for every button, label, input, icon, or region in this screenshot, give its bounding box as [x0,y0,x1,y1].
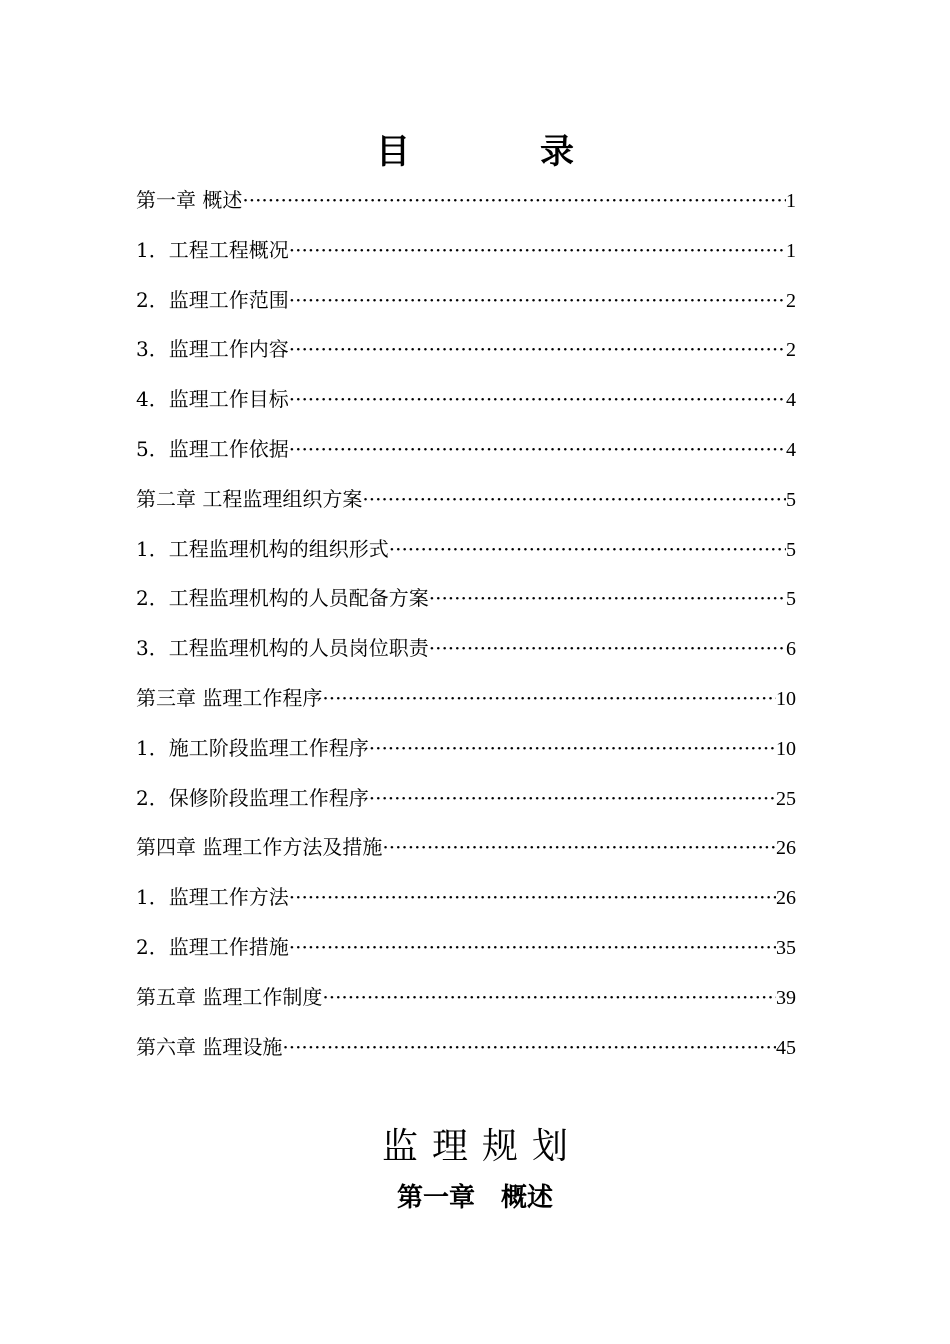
chapter-heading [0,1176,950,1220]
chapter-name: 概述 [501,1183,554,1213]
toc-entry[interactable] [136,923,796,973]
toc-dot-leader [322,973,776,1023]
toc-entry[interactable] [136,475,796,525]
toc-dot-leader [322,674,776,724]
toc-entry-label: 第六章 监理设施 [136,1034,283,1059]
toc-dot-leader [282,1023,776,1073]
toc-dot-leader [382,823,776,873]
toc-entry-label: 2．监理工作措施 [136,934,289,959]
document-title: 监理规划 [381,1126,582,1167]
toc-entry-page: 26 [776,887,796,910]
toc-entry[interactable] [136,176,796,226]
toc-entry-page: 6 [786,638,796,661]
toc-entry-page: 39 [776,986,796,1009]
toc-entry-label: 2．监理工作范围 [136,287,289,312]
toc-entry-label: 2．保修阶段监理工作程序 [136,785,369,810]
toc-entry-page: 5 [786,538,796,561]
toc-entry-page: 4 [786,438,796,461]
toc-dot-leader [369,774,776,824]
table-of-contents [136,176,796,1072]
toc-entry[interactable] [136,226,796,276]
toc-entry[interactable] [136,375,796,425]
toc-entry-page: 4 [786,389,796,412]
toc-entry[interactable] [136,873,796,923]
toc-entry[interactable] [136,276,796,326]
toc-dot-leader [289,375,786,425]
toc-entry-label: 5．监理工作依据 [136,436,289,461]
toc-entry[interactable] [136,525,796,575]
toc-entry-label: 3．监理工作内容 [136,337,289,362]
toc-dot-leader [289,276,786,326]
toc-entry-label: 第四章 监理工作方法及措施 [136,835,383,860]
toc-entry-label: 1．工程工程概况 [136,237,289,262]
toc-entry-label: 第一章 概述 [136,188,243,212]
toc-entry-label: 3．工程监理机构的人员岗位职责 [136,636,429,661]
toc-entry[interactable] [136,624,796,674]
toc-entry-page: 5 [786,588,796,611]
toc-entry-label: 2．工程监理机构的人员配备方案 [136,586,429,611]
toc-dot-leader [362,475,786,525]
toc-entry[interactable] [136,574,796,624]
toc-entry-page: 2 [786,289,796,312]
toc-entry-page: 2 [786,339,796,362]
toc-dot-leader [429,574,786,624]
toc-entry-label: 第五章 监理工作制度 [136,984,323,1009]
toc-entry-label: 第三章 监理工作程序 [136,685,323,710]
toc-entry-label: 第二章 工程监理组织方案 [136,486,363,511]
toc-entry-label: 1．监理工作方法 [136,885,289,910]
toc-title: 目 录 [376,132,622,172]
toc-entry-page: 1 [786,190,796,212]
toc-entry[interactable] [136,774,796,824]
toc-entry[interactable] [136,823,796,873]
toc-dot-leader [429,624,786,674]
toc-entry-label: 1．施工阶段监理工作程序 [136,735,369,760]
toc-entry-label: 1．工程监理机构的组织形式 [136,536,389,561]
toc-dot-leader [389,525,786,575]
toc-entry[interactable] [136,1023,796,1073]
toc-dot-leader [289,226,786,276]
toc-entry-page: 10 [776,687,796,710]
toc-entry-page: 1 [786,239,796,262]
toc-entry[interactable] [136,325,796,375]
toc-entry-page: 45 [776,1036,796,1059]
toc-entry[interactable] [136,425,796,475]
toc-entry-page: 26 [776,837,796,860]
toc-dot-leader [242,176,786,226]
chapter-number: 第一章 [396,1183,475,1213]
toc-entry-page: 10 [776,737,796,760]
toc-dot-leader [369,724,776,774]
toc-entry[interactable] [136,724,796,774]
toc-entry[interactable] [136,674,796,724]
toc-dot-leader [289,425,786,475]
toc-dot-leader [289,923,776,973]
toc-entry-page: 35 [776,936,796,959]
toc-entry-page: 25 [776,787,796,810]
toc-entry-label: 4．监理工作目标 [136,387,289,412]
toc-entry-page: 5 [786,488,796,511]
toc-entry[interactable] [136,973,796,1023]
toc-dot-leader [289,325,786,375]
toc-dot-leader [289,873,776,923]
